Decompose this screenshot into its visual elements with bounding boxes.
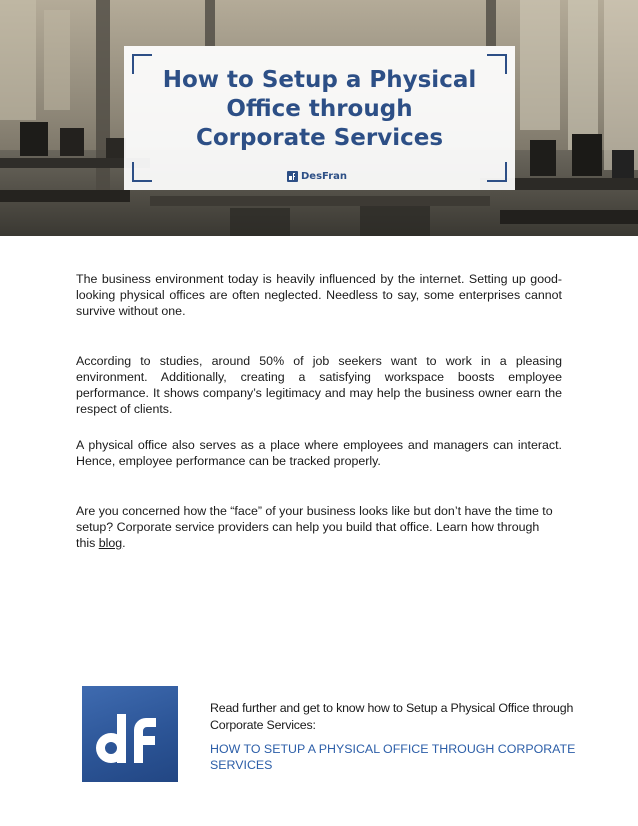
brand-lockup — [287, 169, 347, 183]
paragraph-text: Are you concerned how the “face” of your business looks like but don’t have the time to setup? Corporate service providers can help you build that office. Learn how through this — [76, 504, 553, 550]
article-paragraph: The business environment today is heavily influenced by the internet. Setting up good-looking physical offices are often neglected. Needless to say, some enterprises cannot survive without one. — [76, 272, 562, 318]
cta-text: Read further and get to know how to Setup a Physical Office through Corporate Services: — [210, 701, 574, 732]
hero-title-line: Corporate Services — [195, 125, 444, 151]
article-paragraph: A physical office also serves as a place where employees and managers can interact. Hence, employee performance can be tracked properly. — [76, 438, 562, 468]
frame-corner — [487, 162, 507, 182]
paragraph-end: . — [122, 536, 126, 550]
cta-article-link[interactable]: HOW TO SETUP A PHYSICAL OFFICE THROUGH CORPORATE SERVICES — [210, 742, 576, 772]
article-paragraph: According to studies, around 50% of job seekers want to work in a pleasing environment. Additionally, creating a satisfying workspace boosts employee performance. It shows company’s legitimacy and may help the business owner earn the respect of clients. — [76, 354, 562, 416]
brand-name: DesFran — [301, 170, 348, 182]
title-card — [124, 46, 515, 190]
desfran-logo-icon — [287, 171, 298, 182]
hero-title-line: How to Setup a Physical — [162, 67, 477, 93]
hero-title-line: Office through — [226, 96, 413, 122]
frame-corner — [132, 162, 152, 182]
blog-link[interactable]: blog — [98, 536, 123, 550]
hero-banner — [0, 0, 638, 236]
desfran-df-logo-icon — [82, 686, 178, 782]
hero-title — [124, 66, 515, 153]
article-paragraph-cta — [76, 503, 562, 551]
